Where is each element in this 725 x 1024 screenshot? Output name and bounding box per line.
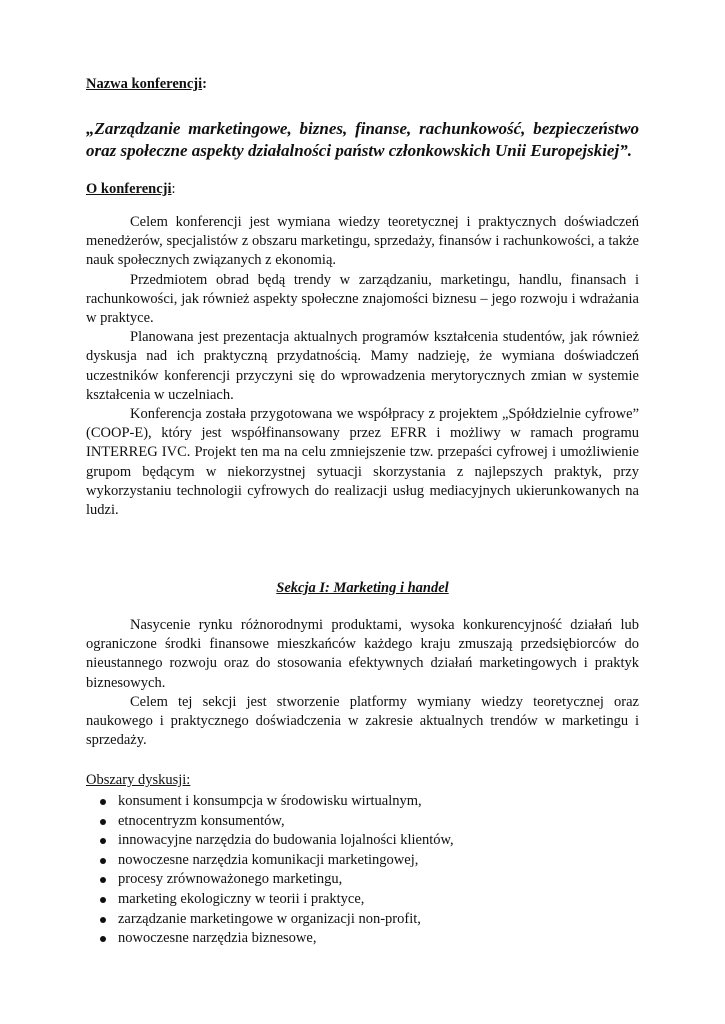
section-title: Sekcja I: Marketing i handel <box>276 580 449 596</box>
bullet-icon <box>100 858 106 864</box>
about-section <box>86 213 639 520</box>
section-paragraph: Celem tej sekcji jest stworzenie platformy wymiany wiedzy teoretycznej oraz naukowego i praktycznego doświadczenia w zakresie aktualnych trendów w marketingu i sprzedaży. <box>86 693 639 749</box>
list-item <box>86 870 454 890</box>
topic-text: nowoczesne narzędzia biznesowe, <box>118 930 317 947</box>
topic-text: procesy zrównoważonego marketingu, <box>118 871 343 888</box>
bullet-icon <box>100 897 106 903</box>
conference-name-colon: : <box>202 76 207 92</box>
conference-name-heading <box>86 76 207 93</box>
about-heading <box>86 181 176 198</box>
bullet-icon <box>100 936 106 942</box>
list-item <box>86 831 454 851</box>
topic-text: etnocentryzm konsumentów, <box>118 812 285 829</box>
topic-text: marketing ekologiczny w teorii i praktyce, <box>118 890 365 907</box>
about-paragraph: Przedmiotem obrad będą trendy w zarządzaniu, marketingu, handlu, finansach i rachunkowości, jak również aspekty społeczne znajomości biznesu – jego rozwoju i wdrażania w praktyce. <box>86 271 639 327</box>
conference-name-label: Nazwa konferencji <box>86 76 203 92</box>
list-item <box>86 910 454 930</box>
topics-list <box>86 792 454 949</box>
topic-text: innowacyjne narzędzia do budowania lojalności klientów, <box>118 832 454 849</box>
about-paragraph: Celem konferencji jest wymiana wiedzy teoretycznej i praktycznych doświadczeń menedżerów, specjalistów z obszaru marketingu, sprzedaży, finansów i rachunkowości, a także nauk społecznych związanych z ekonomią. <box>86 214 639 269</box>
topics-heading: Obszary dyskusji: <box>86 772 191 788</box>
about-label: O konferencji <box>86 181 172 197</box>
topic-text: konsument i konsumpcja w środowisku wirtualnym, <box>118 793 422 809</box>
about-paragraph: Konferencja została przygotowana we współpracy z projektem „Spółdzielnie cyfrowe” (COOP-E), który jest współfinansowany przez EFRR i możliwy w ramach programu INTERREG IVC. Projekt ten ma na celu zmniejszenie tzw. przepaści cyfrowej i umożliwienie grupom będącym w niekorzystnej sytuacji skorzystania z najlepszych praktyk, przy wykorzystaniu technologii cyfrowych do realizacji usług mediacyjnych ukierunkowanych na ludzi. <box>86 406 639 519</box>
about-colon: : <box>171 181 176 197</box>
bullet-icon <box>100 877 106 883</box>
topic-text: zarządzanie marketingowe w organizacji non-profit, <box>118 910 421 927</box>
list-item <box>86 890 454 910</box>
bullet-icon <box>100 917 106 923</box>
bullet-icon <box>100 819 106 825</box>
conference-title: „Zarządzanie marketingowe, biznes, finanse, rachunkowość, bezpieczeństwo oraz społeczne aspekty działalności państw członkowskich Unii Europejskiej”. <box>86 119 639 160</box>
list-item <box>86 851 454 871</box>
list-item <box>86 929 454 949</box>
list-item <box>86 812 454 832</box>
section-paragraph: Nasycenie rynku różnorodnymi produktami, wysoka konkurencyjność działań lub ograniczone środki finansowe mieszkańców każdego kraju zmuszają przedsiębiorców do nieustannego rozwoju oraz do stosowania efektywnych działań marketingowych i praktyk biznesowych. <box>86 617 639 691</box>
about-paragraph: Planowana jest prezentacja aktualnych programów kształcenia studentów, jak również dyskusja nad ich praktyczną przydatnością. Mamy nadzieję, że wymiana doświadczeń uczestników konferencji przyczyni się do wprowadzenia merytorycznych zmian w systemie kształcenia w uczelniach. <box>86 329 639 403</box>
topic-text: nowoczesne narzędzia komunikacji marketingowej, <box>118 851 419 868</box>
bullet-icon <box>100 799 106 805</box>
bullet-icon <box>100 838 106 844</box>
section-body <box>86 616 639 750</box>
list-item <box>86 792 454 812</box>
